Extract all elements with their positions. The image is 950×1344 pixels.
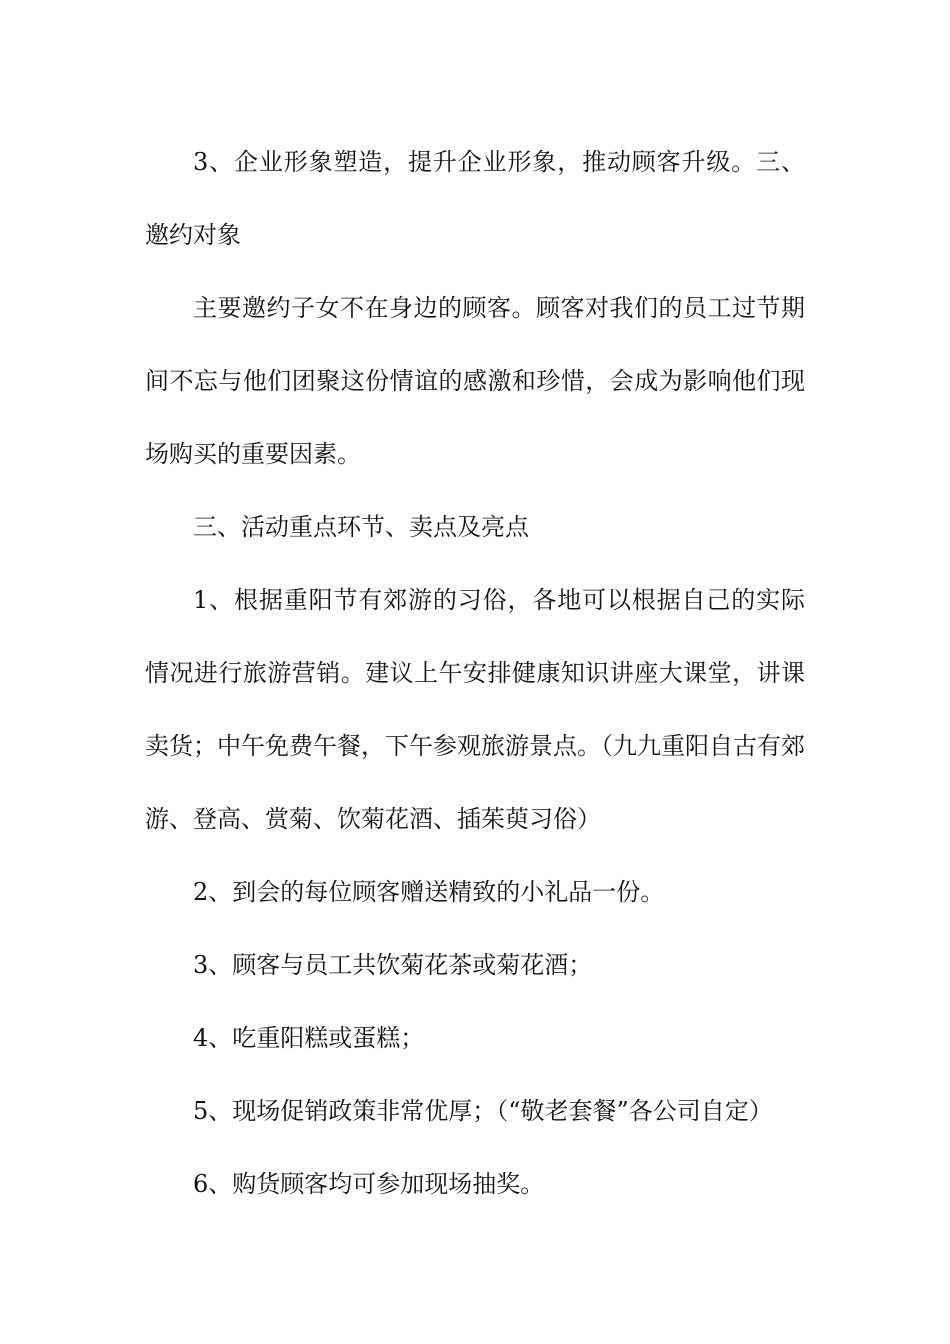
paragraph-image-building: 3、企业形象塑造，提升企业形象，推动顾客升级。三、邀约对象	[145, 148, 805, 249]
paragraph-item-4-cake: 4、吃重阳糕或蛋糕；	[193, 1024, 425, 1052]
paragraph-item-2-gift: 2、到会的每位顾客赠送精致的小礼品一份。	[193, 878, 665, 906]
paragraph-item-3-tea: 3、顾客与员工共饮菊花茶或菊花酒；	[193, 951, 593, 979]
paragraph-item-5-promotion: 5、现场促销政策非常优厚；（“敬老套餐”各公司自定）	[193, 1097, 773, 1125]
section-heading-highlights: 三、活动重点环节、卖点及亮点	[193, 513, 529, 541]
paragraph-invite-targets: 主要邀约子女不在身边的顾客。顾客对我们的员工过节期间不忘与他们团聚这份情谊的感激和珍惜，会成为影响他们现场购买的重要因素。	[145, 294, 805, 468]
document-body	[145, 126, 805, 1221]
paragraph-item-6-lottery: 6、购货顾客均可参加现场抽奖。	[193, 1170, 545, 1198]
paragraph-item-1-tourism: 1、根据重阳节有郊游的习俗，各地可以根据自己的实际情况进行旅游营销。建议上午安排健康知识讲座大课堂，讲课卖货；中午免费午餐，下午参观旅游景点。（九九重阳自古有郊游、登高、赏菊、饮菊花酒、插茱萸习俗）	[145, 586, 805, 833]
